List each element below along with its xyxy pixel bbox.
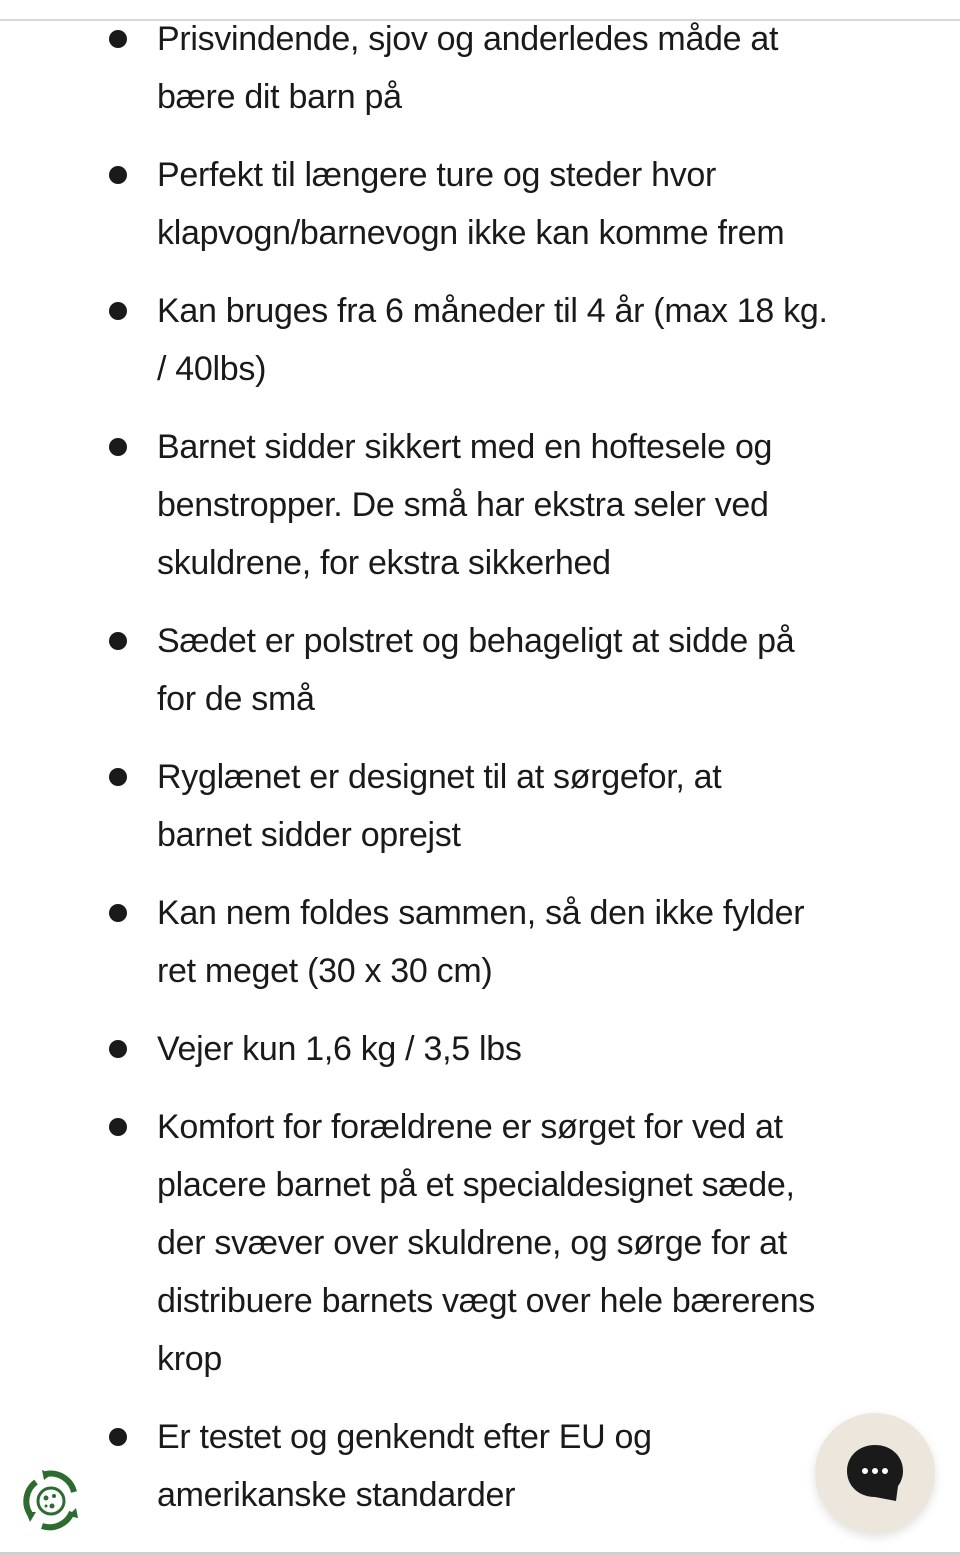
feature-text-line: barnet sidder oprejst xyxy=(157,816,461,854)
feature-text-line: Perfekt til længere ture og steder hvor xyxy=(157,156,717,194)
bullet-icon xyxy=(109,166,127,184)
bullet-icon xyxy=(109,1040,127,1058)
eco-badge[interactable] xyxy=(16,1466,86,1536)
feature-text-line: amerikanske standarder xyxy=(157,1476,516,1514)
feature-list-item xyxy=(0,1098,960,1388)
feature-text-line: Kan bruges fra 6 måneder til 4 år (max 18 kg. xyxy=(157,292,828,330)
feature-text-line: Komfort for forældrene er sørget for ved at xyxy=(157,1108,783,1146)
feature-text-line: ret meget (30 x 30 cm) xyxy=(157,952,493,990)
feature-text-line: skuldrene, for ekstra sikkerhed xyxy=(157,544,611,582)
bullet-icon xyxy=(109,302,127,320)
bullet-icon xyxy=(109,768,127,786)
feature-list-item xyxy=(0,10,960,126)
feature-text-line: placere barnet på et specialdesignet sæde, xyxy=(157,1166,795,1204)
bullet-icon xyxy=(109,1428,127,1446)
feature-list-item xyxy=(0,418,960,592)
chat-button[interactable] xyxy=(815,1413,935,1533)
feature-text-line: der svæver over skuldrene, og sørge for at xyxy=(157,1224,787,1262)
feature-text-line: Kan nem foldes sammen, så den ikke fylder xyxy=(157,894,805,932)
chat-bubble-icon xyxy=(844,1442,906,1504)
feature-list-item xyxy=(0,146,960,262)
bullet-icon xyxy=(109,632,127,650)
bullet-icon xyxy=(109,904,127,922)
bullet-icon xyxy=(109,1118,127,1136)
feature-text-line: Ryglænet er designet til at sørgefor, at xyxy=(157,758,722,796)
feature-list-item xyxy=(0,282,960,398)
feature-text-line: Prisvindende, sjov og anderledes måde at xyxy=(157,20,779,58)
feature-text-line: benstropper. De små har ekstra seler ved xyxy=(157,486,769,524)
feature-text-line: krop xyxy=(157,1340,222,1378)
feature-list-item xyxy=(0,884,960,1000)
feature-text-line: Vejer kun 1,6 kg / 3,5 lbs xyxy=(157,1030,522,1068)
feature-text-line: / 40lbs) xyxy=(157,350,267,388)
feature-text-line: klapvogn/barnevogn ikke kan komme frem xyxy=(157,214,785,252)
feature-list-item xyxy=(0,612,960,728)
feature-text-line: bære dit barn på xyxy=(157,78,402,116)
feature-list xyxy=(0,10,960,1544)
recycle-eco-icon xyxy=(16,1466,86,1536)
feature-text-line: for de små xyxy=(157,680,315,718)
bullet-icon xyxy=(109,30,127,48)
feature-list-item xyxy=(0,748,960,864)
bullet-icon xyxy=(109,438,127,456)
feature-text-line: Sædet er polstret og behageligt at sidde på xyxy=(157,622,795,660)
feature-text-line: Barnet sidder sikkert med en hoftesele og xyxy=(157,428,773,466)
feature-text-line: distribuere barnets vægt over hele bærerens xyxy=(157,1282,816,1320)
feature-list-item xyxy=(0,1020,960,1078)
feature-text-line: Er testet og genkendt efter EU og xyxy=(157,1418,652,1456)
